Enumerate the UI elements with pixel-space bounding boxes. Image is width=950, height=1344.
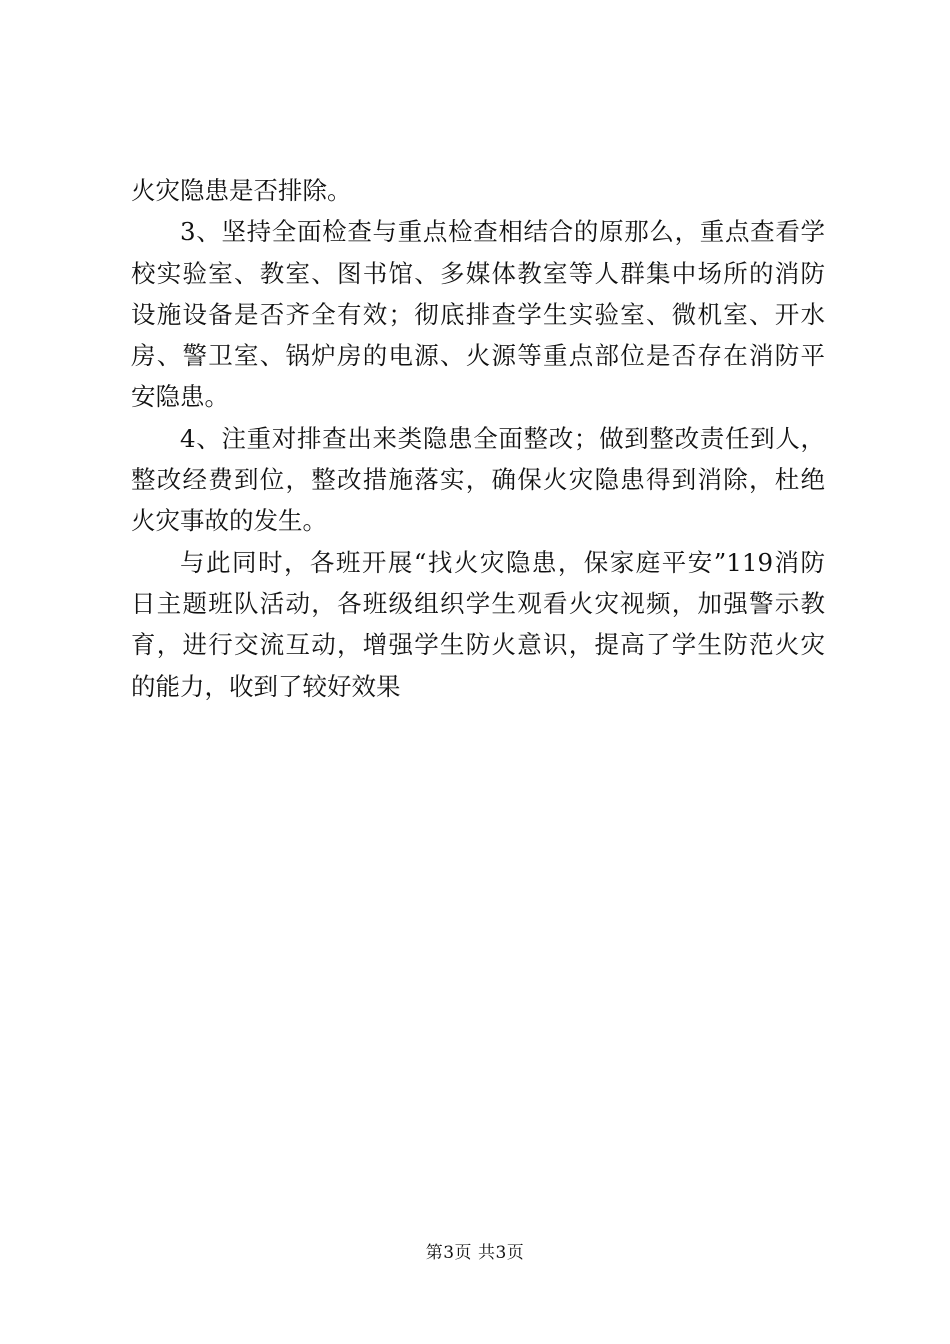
- paragraph-3-line-1: 4、注重对排查出来类隐患全面整改；做到整改责任到人，: [180, 423, 825, 453]
- paragraph-1: [131, 170, 825, 211]
- paragraph-2-line-1: 3、坚持全面检查与重点检查相结合的原那么，重点查看学: [180, 217, 825, 247]
- document-body: [131, 170, 825, 707]
- paragraph-2-line-5: 安隐患。: [131, 382, 229, 412]
- paragraph-2-line-3: 设施设备是否齐全有效；彻底排查学生实验室、微机室、开水: [131, 299, 825, 329]
- page-number-footer: 第3页 共3页: [425, 1243, 525, 1263]
- paragraph-4-line-2: 日主题班队活动，各班级组织学生观看火灾视频，加强警示教: [131, 588, 825, 618]
- paragraph-2-line-2: 校实验室、教室、图书馆、多媒体教室等人群集中场所的消防: [131, 258, 825, 288]
- paragraph-3: [131, 418, 825, 542]
- paragraph-4-line-3: 育，进行交流互动，增强学生防火意识，提高了学生防范火灾: [131, 630, 825, 660]
- paragraph-2: [131, 211, 825, 417]
- paragraph-3-line-2: 整改经费到位，整改措施落实，确保火灾隐患得到消除，杜绝: [131, 465, 825, 495]
- paragraph-4: [131, 542, 825, 707]
- paragraph-3-line-3: 火灾事故的发生。: [131, 506, 327, 536]
- paragraph-1-line-1: 火灾隐患是否排除。: [131, 176, 352, 205]
- paragraph-2-line-4: 房、警卫室、锅炉房的电源、火源等重点部位是否存在消防平: [131, 341, 825, 371]
- paragraph-4-line-1: 与此同时，各班开展“找火灾隐患，保家庭平安”119消防: [180, 547, 825, 577]
- paragraph-4-line-4: 的能力，收到了较好效果: [131, 671, 401, 701]
